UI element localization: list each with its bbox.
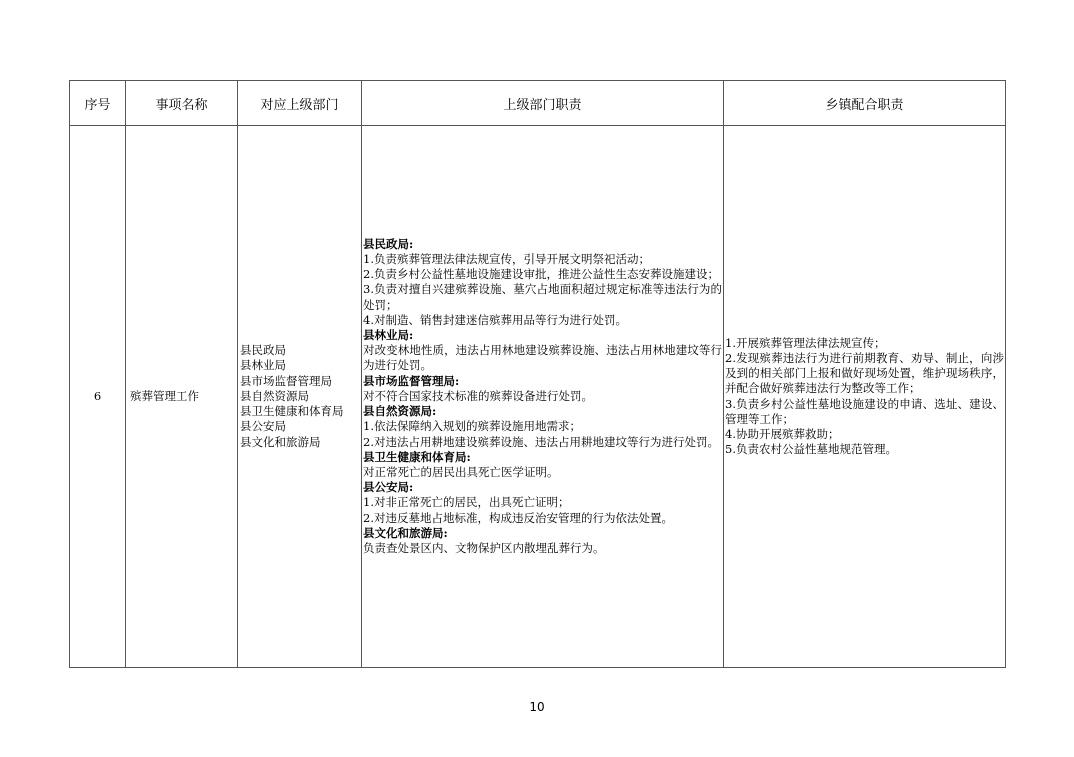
header-township-duties: 乡镇配合职责 bbox=[724, 81, 1006, 126]
township-duty-line: 2.发现殡葬违法行为进行前期教育、劝导、制止，向涉及到的相关部门上报和做好现场处置，维护现场秩序，并配合做好殡葬违法行为整改等工作； bbox=[725, 350, 1004, 396]
header-row bbox=[70, 81, 1006, 126]
duty-line: 2.对违反墓地占地标准，构成违反治安管理的行为依法处置。 bbox=[363, 510, 673, 525]
header-item-name: 事项名称 bbox=[126, 81, 238, 126]
duty-line: 1.对非正常死亡的居民，出具死亡证明； bbox=[363, 495, 570, 510]
township-duty-line: 3.负责乡村公益性墓地设施建设的申请、选址、建设、管理等工作； bbox=[725, 396, 1004, 426]
duty-line: 2.负责乡村公益性墓地设施建设审批，推进公益性生态安葬设施建设； bbox=[363, 267, 719, 282]
department-item: 县公安局 bbox=[240, 419, 286, 434]
table-row bbox=[70, 126, 1006, 668]
duty-line: 对不符合国家技术标准的殡葬设备进行处罚。 bbox=[363, 388, 593, 403]
department-item: 县民政局 bbox=[240, 343, 286, 358]
township-duty-line: 1.开展殡葬管理法律法规宣传； bbox=[725, 335, 886, 350]
township-duty-line: 5.负责农村公益性墓地规范管理。 bbox=[725, 442, 897, 457]
duty-department-heading: 县民政局: bbox=[363, 236, 414, 251]
duty-department-heading: 县自然资源局: bbox=[363, 404, 437, 419]
page-number: 10 bbox=[529, 700, 545, 714]
duty-department-heading: 县公安局: bbox=[363, 480, 414, 495]
header-index: 序号 bbox=[70, 81, 126, 126]
duty-line: 对改变林地性质，违法占用林地建设殡葬设施、违法占用林地建坟等行为进行处罚。 bbox=[363, 343, 722, 373]
header-superior-department: 对应上级部门 bbox=[238, 81, 362, 126]
department-item: 县市场监督管理局 bbox=[240, 373, 332, 388]
department-item: 县文化和旅游局 bbox=[240, 434, 321, 449]
department-item: 县卫生健康和体育局 bbox=[240, 404, 344, 419]
township-duties-cell bbox=[724, 126, 1006, 668]
row-item-name: 殡葬管理工作 bbox=[126, 126, 238, 668]
department-list bbox=[238, 126, 362, 668]
duty-department-heading: 县林业局: bbox=[363, 328, 414, 343]
row-index: 6 bbox=[70, 126, 126, 668]
duty-table bbox=[69, 80, 1006, 668]
duty-line: 1.依法保障纳入规划的殡葬设施用地需求； bbox=[363, 419, 581, 434]
duty-department-heading: 县文化和旅游局: bbox=[363, 525, 448, 540]
duty-line: 对正常死亡的居民出具死亡医学证明。 bbox=[363, 464, 559, 479]
department-item: 县林业局 bbox=[240, 358, 286, 373]
duty-line: 1.负责殡葬管理法律法规宣传，引导开展文明祭祀活动； bbox=[363, 252, 650, 267]
duty-line: 负责查处景区内、文物保护区内散埋乱葬行为。 bbox=[363, 540, 605, 555]
duty-line: 2.对违法占用耕地建设殡葬设施、违法占用耕地建坟等行为进行处罚。 bbox=[363, 434, 719, 449]
township-duty-line: 4.协助开展殡葬救助； bbox=[725, 426, 840, 441]
duty-department-heading: 县卫生健康和体育局: bbox=[363, 449, 471, 464]
duty-line: 4.对制造、销售封建迷信殡葬用品等行为进行处罚。 bbox=[363, 312, 627, 327]
duty-line: 3.负责对擅自兴建殡葬设施、墓穴占地面积超过规定标准等违法行为的处罚； bbox=[363, 282, 722, 312]
header-superior-duties: 上级部门职责 bbox=[362, 81, 724, 126]
duty-department-heading: 县市场监督管理局: bbox=[363, 373, 460, 388]
department-item: 县自然资源局 bbox=[240, 388, 309, 403]
superior-duties-cell bbox=[362, 126, 724, 668]
